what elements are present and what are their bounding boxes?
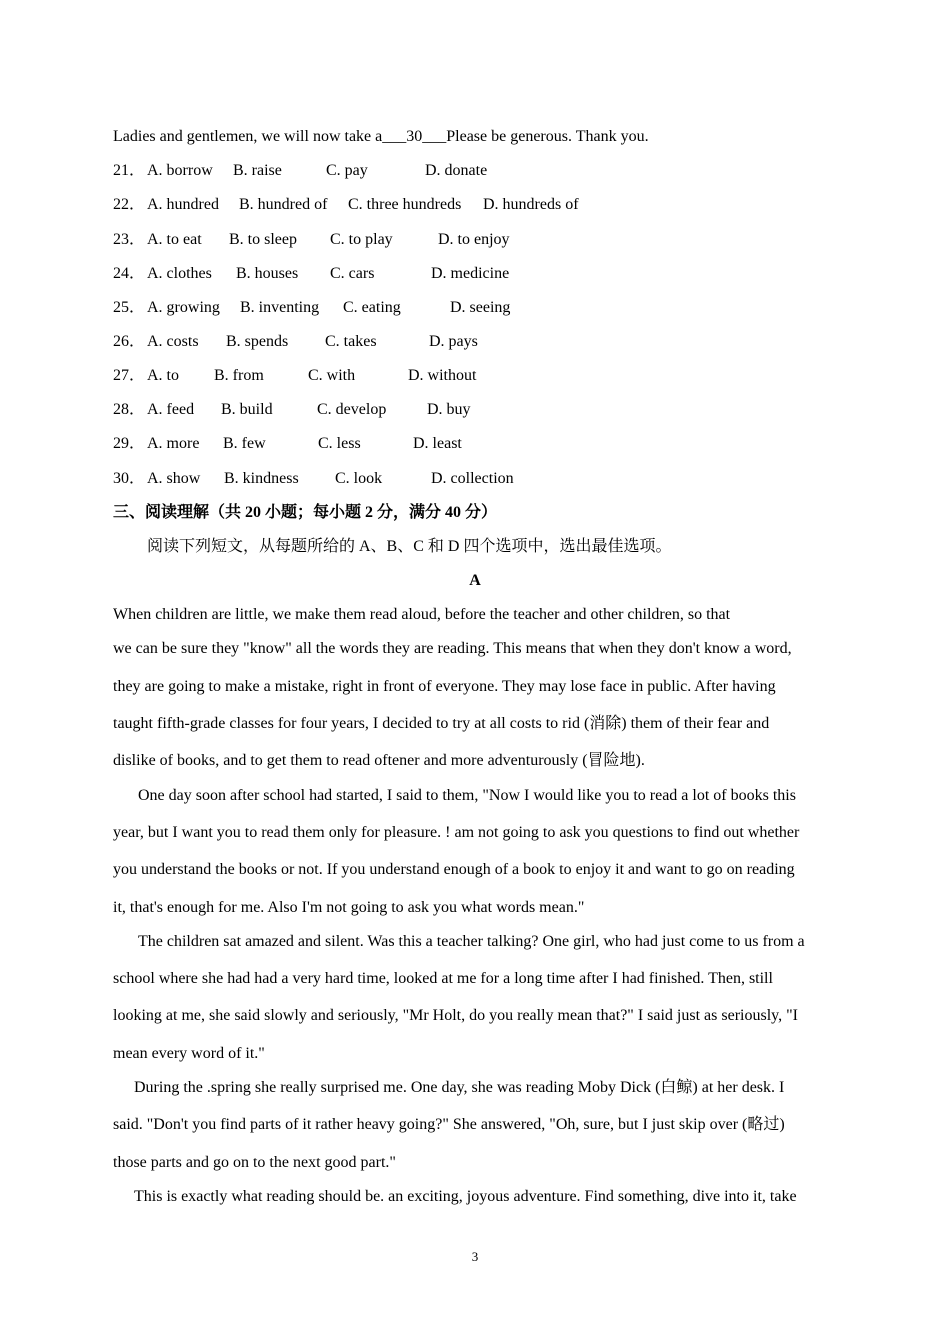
- passage-line: you understand the books or not. If you understand enough of a book to enjoy it and want to go on reading: [113, 861, 795, 878]
- passage-line: year, but I want you to read them only for pleasure. ! am not going to ask you questions to find out whether: [113, 824, 800, 841]
- option-b: B. from: [214, 367, 264, 384]
- option-d: D. seeing: [450, 299, 511, 316]
- passage-line: school where she had had a very hard time, looked at me for a long time after I had finished. Then, still: [113, 970, 773, 987]
- passage-line: The children sat amazed and silent. Was this a teacher talking? One girl, who had just come to us from a: [138, 933, 805, 950]
- option-b: B. to sleep: [229, 231, 297, 248]
- section-instruction: 阅读下列短文，从每题所给的 A、B、C 和 D 四个选项中，选出最佳选项。: [147, 538, 672, 555]
- question-number: 28．: [113, 401, 146, 418]
- option-d: D. to enjoy: [438, 231, 510, 248]
- option-a: A. hundred: [147, 196, 219, 213]
- option-c: C. look: [335, 470, 383, 487]
- question-row-27: [113, 366, 476, 386]
- question-row-24: [113, 264, 509, 284]
- question-number: 22．: [113, 196, 146, 213]
- option-c: C. cars: [330, 265, 375, 282]
- passage-line: mean every word of it.": [113, 1045, 265, 1062]
- option-b: B. hundred of: [239, 196, 328, 213]
- question-number: 25．: [113, 299, 146, 316]
- question-number: 23．: [113, 231, 146, 248]
- option-a: A. to eat: [147, 231, 202, 248]
- option-a: A. clothes: [147, 265, 212, 282]
- question-row-28: [113, 400, 471, 420]
- option-c: C. less: [318, 435, 361, 452]
- option-a: A. more: [147, 435, 200, 452]
- page-number: 3: [471, 1249, 479, 1264]
- option-d: D. least: [413, 435, 462, 452]
- question-number: 21．: [113, 162, 146, 179]
- option-b: B. houses: [236, 265, 299, 282]
- passage-line: One day soon after school had started, I said to them, "Now I would like you to read a lot of books this: [138, 787, 796, 804]
- passage-line: it, that's enough for me. Also I'm not going to ask you what words mean.": [113, 899, 585, 916]
- question-number: 29．: [113, 435, 146, 452]
- question-row-30: [113, 469, 514, 489]
- option-a: A. borrow: [147, 162, 213, 179]
- option-b: B. spends: [226, 333, 289, 350]
- question-row-26: [113, 332, 478, 352]
- passage-line: During the .spring she really surprised me. One day, she was reading Moby Dick (白鲸) at her desk. I: [134, 1079, 785, 1096]
- passage-line: we can be sure they "know" all the words they are reading. This means that when they don't know a word,: [113, 640, 792, 657]
- question-row-21: [113, 161, 487, 181]
- question-number: 26．: [113, 333, 146, 350]
- option-d: D. pays: [429, 333, 478, 350]
- option-b: B. inventing: [240, 299, 320, 316]
- option-d: D. donate: [425, 162, 488, 179]
- passage-line: This is exactly what reading should be. an exciting, joyous adventure. Find something, dive into it, take: [134, 1188, 797, 1205]
- option-b: B. raise: [233, 162, 282, 179]
- option-c: C. develop: [317, 401, 387, 418]
- question-row-23: [113, 230, 510, 250]
- passage-line: When children are little, we make them read aloud, before the teacher and other children, so that: [113, 606, 731, 623]
- option-c: C. eating: [343, 299, 401, 316]
- passage-line: dislike of books, and to get them to read oftener and more adventurously (冒险地).: [113, 752, 645, 769]
- question-number: 27．: [113, 367, 146, 384]
- option-a: A. show: [147, 470, 201, 487]
- option-d: D. buy: [427, 401, 471, 418]
- option-d: D. medicine: [431, 265, 510, 282]
- passage-line: those parts and go on to the next good part.": [113, 1154, 396, 1171]
- question-number: 30．: [113, 470, 146, 487]
- option-a: A. feed: [147, 401, 195, 418]
- option-b: B. kindness: [224, 470, 299, 487]
- option-a: A. costs: [147, 333, 199, 350]
- option-a: A. growing: [147, 299, 220, 316]
- option-c: C. three hundreds: [348, 196, 462, 213]
- section-heading: 三、阅读理解（共 20 小题；每小题 2 分，满分 40 分）: [113, 504, 498, 521]
- option-c: C. takes: [325, 333, 377, 350]
- option-c: C. with: [308, 367, 356, 384]
- passage-title: A: [469, 572, 481, 589]
- passage-line: they are going to make a mistake, right in front of everyone. They may lose face in public. After having: [113, 678, 776, 695]
- option-b: B. few: [223, 435, 266, 452]
- option-b: B. build: [221, 401, 273, 418]
- passage-line: looking at me, she said slowly and seriously, "Mr Holt, do you really mean that?" I said just as seriously, "I: [113, 1007, 798, 1024]
- option-c: C. to play: [330, 231, 393, 248]
- question-row-22: [113, 195, 579, 215]
- passage-line: taught fifth-grade classes for four years, I decided to try at all costs to rid (消除) them of their fear and: [113, 715, 770, 732]
- option-a: A. to: [147, 367, 179, 384]
- option-d: D. hundreds of: [483, 196, 579, 213]
- question-row-25: [113, 298, 510, 318]
- intro-line: Ladies and gentlemen, we will now take a___30___Please be generous. Thank you.: [113, 128, 649, 145]
- option-d: D. without: [408, 367, 477, 384]
- option-c: C. pay: [326, 162, 368, 179]
- question-row-29: [113, 434, 462, 454]
- passage-line: said. "Don't you find parts of it rather heavy going?" She answered, "Oh, sure, but I just skip over (略过): [113, 1116, 785, 1133]
- question-number: 24．: [113, 265, 146, 282]
- option-d: D. collection: [431, 470, 514, 487]
